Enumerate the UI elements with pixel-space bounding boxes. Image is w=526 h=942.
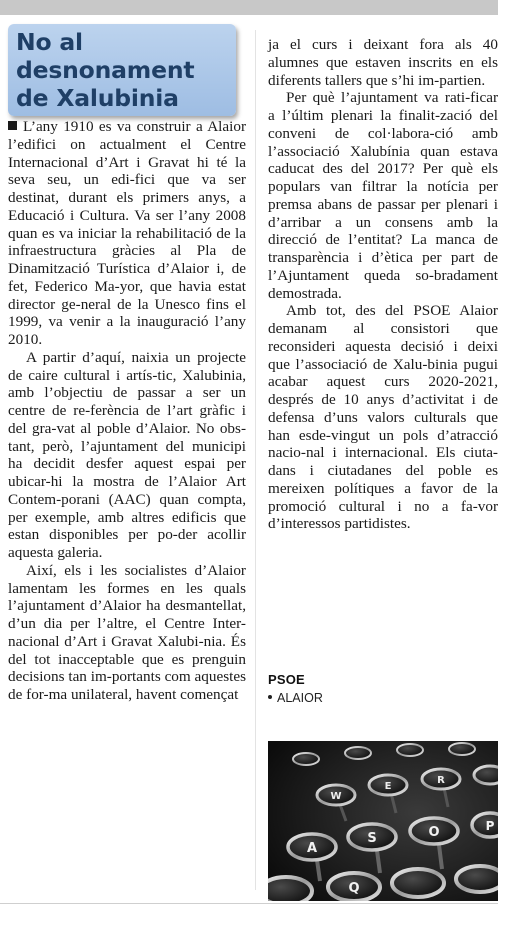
key-label: E (384, 781, 392, 792)
article-column-right (268, 36, 498, 533)
key-label: P (485, 819, 495, 833)
key-label: W (330, 791, 342, 802)
headline: No al desnonament de Xalubinia (16, 28, 195, 112)
bullet-icon (268, 695, 272, 699)
typewriter-keys-image (268, 741, 498, 901)
article-column-left (8, 118, 246, 704)
paragraph: Amb tot, des del PSOE Alaior demanam al consistori que reconsideri aquesta decisió i deixi que l’associació de Xalu-binia pugui acabar aquest curs 2020-2021, després de 10 anys d’activitat i de defensa d’uns valors culturals que han esde-vingut un pols d’atracció nacio-nal i internacional. Els ciuta-dans i ciutadanes del poble es mereixen polítiques a favor de la promoció cultural i no a fa-vor d’interessos partidistes. (268, 302, 498, 533)
key-label: Q (348, 881, 360, 896)
location-text: ALAIOR (277, 691, 323, 705)
paragraph-text: L’any 1910 es va construir a Alaior l’edifici on actualment el Centre Internacional d’Art i Gravat hi té la seva seu, un edi-fici que va ser destinat, durant els primers anys, a Educació i Cultura. Va ser l’any 2008 quan es va iniciar la rehabilitació de la infraestructura gràcies al Pla de Dinamització Turística d’Alaior i, de fet, Federico Ma-yor, que havia estat director ge-neral de la Unesco fins el 1999, va venir a la inauguració l’any 2010. (8, 118, 246, 348)
column-divider (255, 30, 256, 890)
key-label: S (367, 831, 377, 846)
paragraph: Per què l’ajuntament va rati-ficar a l’últim plenari la finalit-zació del conveni de col·labora-ció amb l’associació Xalubínia quan estava caducat des del 2017? Per què els populars van filtrar la notícia per premsa abans de passar per plenari i d’arribar a un consens amb la direcció de l’entitat? La manca de transparència i d’ètica per part de l’Ajuntament queda so-bradament demostrada. (268, 89, 498, 302)
key-label: O (428, 825, 440, 840)
paragraph: ja el curs i deixant fora als 40 alumnes que estaven inscrits en els diferents tallers que s’hi im-partien. (268, 36, 498, 89)
typewriter-photo (268, 741, 498, 901)
key-label: R (437, 775, 445, 786)
location (268, 691, 323, 705)
bottom-rule (0, 903, 498, 904)
paragraph: A partir d’aquí, naixia un projecte de caire cultural i artís-tic, Xalubinia, amb l’objectiu de passar a ser un centre de re-ferència de l’art gràfic i del gra-vat al poble d’Alaior. No obs-tant, però, l’ajuntament del municipi ha decidit desfer aquest espai per ubicar-hi la mostra de l’Alaior Art Contem-porani (AAC) quan compta, per exemple, amb altres edificis que estan disponibles per po-der acollir aquesta galeria. (8, 348, 246, 561)
start-square-icon (8, 121, 17, 130)
signature (268, 672, 323, 705)
headline-box (8, 24, 236, 116)
page-header-bar (0, 0, 498, 15)
paragraph: Així, els i les socialistes d’Alaior lamentam les formes en les quals l’ajuntament d’Alaior ha desmantellat, d’un dia per l’altre, el Centre Inter-nacional d’Art i Gravat Xalubi-nia. És del tot inacceptable que es prenguin decisions tan im-portants com aquestes de for-ma unilateral, havent començat (8, 561, 246, 703)
key-label: A (306, 841, 318, 856)
author: PSOE (268, 672, 305, 687)
paragraph (8, 118, 246, 349)
